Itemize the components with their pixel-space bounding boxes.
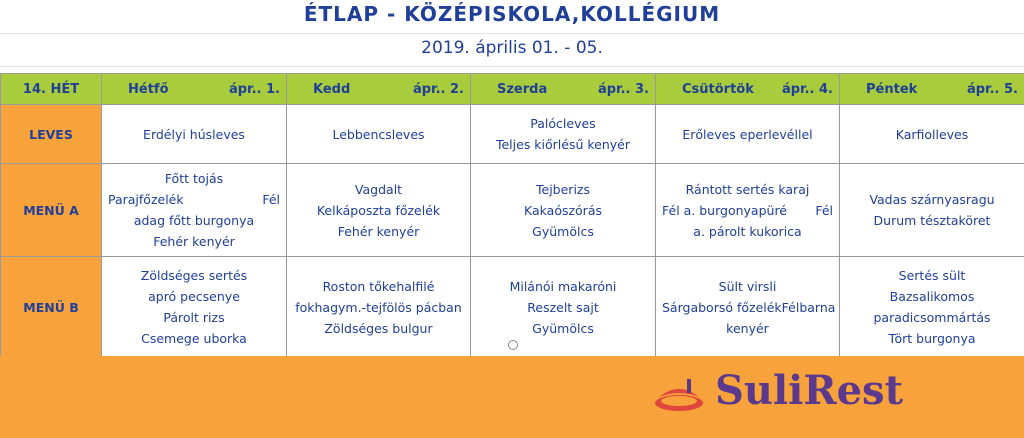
row-label-menu-a: MENÜ A — [1, 164, 102, 257]
dish-line: Erdélyi húsleves — [143, 126, 245, 142]
menu-title: ÉTLAP - KÖZÉPISKOLA,KOLLÉGIUM — [303, 2, 721, 26]
menu-cell — [656, 164, 840, 257]
dish-line — [656, 200, 839, 221]
soup-row — [1, 105, 1024, 164]
dish-line: Durum tésztaköret — [873, 213, 991, 228]
dish-line: adag főtt burgonya — [133, 213, 255, 228]
dish-line: fokhagym.-tejfölös pácban — [295, 299, 462, 315]
menu-cell — [102, 105, 287, 164]
dish-line: a. párolt kukorica — [693, 223, 802, 239]
dish-line: Roston tőkehalfilé — [322, 278, 435, 294]
header-row — [1, 74, 1024, 105]
menu-cell — [840, 257, 1024, 358]
dish-line: Fehér kenyér — [153, 234, 235, 249]
dish-line: Zöldséges bulgur — [324, 320, 433, 336]
resize-handle[interactable] — [508, 340, 518, 350]
dish-line: Gyümölcs — [532, 223, 594, 239]
dish-line: Tejberizs — [536, 181, 590, 197]
dish-line: Zöldséges sertés — [140, 268, 248, 283]
menu-cell — [287, 105, 471, 164]
dish-line — [656, 297, 839, 318]
dish-line: kenyér — [726, 320, 769, 336]
day-header-tuesday — [287, 74, 471, 105]
row-label-menu-b: MENÜ B — [1, 257, 102, 358]
dish-line: Teljes kiőrlésű kenyér — [495, 137, 631, 152]
day-name: Péntek — [866, 81, 918, 97]
dish-line: Főtt tojás — [164, 171, 224, 186]
logo-text: SuliRest — [715, 367, 904, 414]
day-date: ápr.. 4. — [781, 81, 833, 97]
dish-line: Palócleves — [530, 116, 596, 131]
dish-line: Tört burgonya — [888, 331, 976, 346]
menu-cell — [287, 257, 471, 358]
day-name: Hétfő — [128, 81, 169, 97]
week-label: 14. HÉT — [1, 74, 102, 105]
menu-cell — [656, 257, 840, 358]
menu-cell — [471, 257, 656, 358]
date-range: 2019. április 01. - 05. — [421, 38, 603, 58]
dish-text: Sárgaborsó főzelék — [662, 299, 782, 315]
menu-cell — [656, 105, 840, 164]
sulirest-logo-icon — [655, 377, 707, 413]
menu-cell — [102, 164, 287, 257]
day-header-wednesday — [471, 74, 656, 105]
menu-table — [0, 73, 1024, 358]
day-date: ápr.. 3. — [597, 81, 649, 97]
day-header-thursday — [656, 74, 840, 105]
dish-line: Kelkáposzta főzelék — [316, 202, 441, 218]
day-date: ápr.. 1. — [228, 81, 280, 97]
dish-text: Fél a. burgonyapüré — [662, 202, 787, 218]
dish-line: Rántott sertés karaj — [685, 181, 810, 197]
dish-line: Karfiolleves — [895, 126, 969, 142]
dish-text: Parajfőzelék — [108, 192, 184, 207]
day-name: Kedd — [313, 81, 351, 97]
dish-line: apró pecsenye — [148, 289, 240, 304]
dish-line: Lebbencsleves — [332, 126, 425, 142]
dish-line — [102, 189, 286, 210]
dish-line: Fehér kenyér — [337, 223, 420, 239]
menu-cell — [840, 164, 1024, 257]
menu-cell — [471, 164, 656, 257]
menu-cell — [102, 257, 287, 358]
day-name: Szerda — [497, 81, 548, 97]
dish-line: Milánói makaróni — [509, 278, 617, 294]
menu-a-row — [1, 164, 1024, 257]
dish-text: Fél — [815, 202, 833, 218]
dish-line: paradicsommártás — [873, 310, 991, 325]
dish-line: Párolt rizs — [163, 310, 225, 325]
grid-line — [0, 66, 1024, 67]
dish-text: Fél — [262, 192, 280, 207]
dish-line: Vagdalt — [354, 181, 403, 197]
dish-line: Erőleves eperlevéllel — [682, 126, 813, 142]
sulirest-logo — [655, 367, 980, 421]
menu-cell — [471, 105, 656, 164]
dish-line: Kakaószórás — [524, 202, 602, 218]
menu-cell — [840, 105, 1024, 164]
day-date: ápr.. 5. — [966, 81, 1018, 97]
day-header-friday — [840, 74, 1024, 105]
dish-line: Bazsalikomos — [889, 289, 975, 304]
row-label-soup: LEVES — [1, 105, 102, 164]
day-date: ápr.. 2. — [412, 81, 464, 97]
day-header-monday — [102, 74, 287, 105]
dish-text: Félbarna — [781, 299, 836, 315]
day-name: Csütörtök — [682, 81, 754, 97]
dish-line: Sertés sült — [898, 268, 966, 283]
dish-line: Sült virsli — [718, 278, 777, 294]
dish-line: Gyümölcs — [532, 320, 594, 336]
dish-line: Vadas szárnyasragu — [869, 192, 995, 207]
menu-cell — [287, 164, 471, 257]
grid-line — [0, 33, 1024, 34]
dish-line: Reszelt sajt — [527, 299, 599, 315]
dish-line: Csemege uborka — [141, 331, 247, 346]
